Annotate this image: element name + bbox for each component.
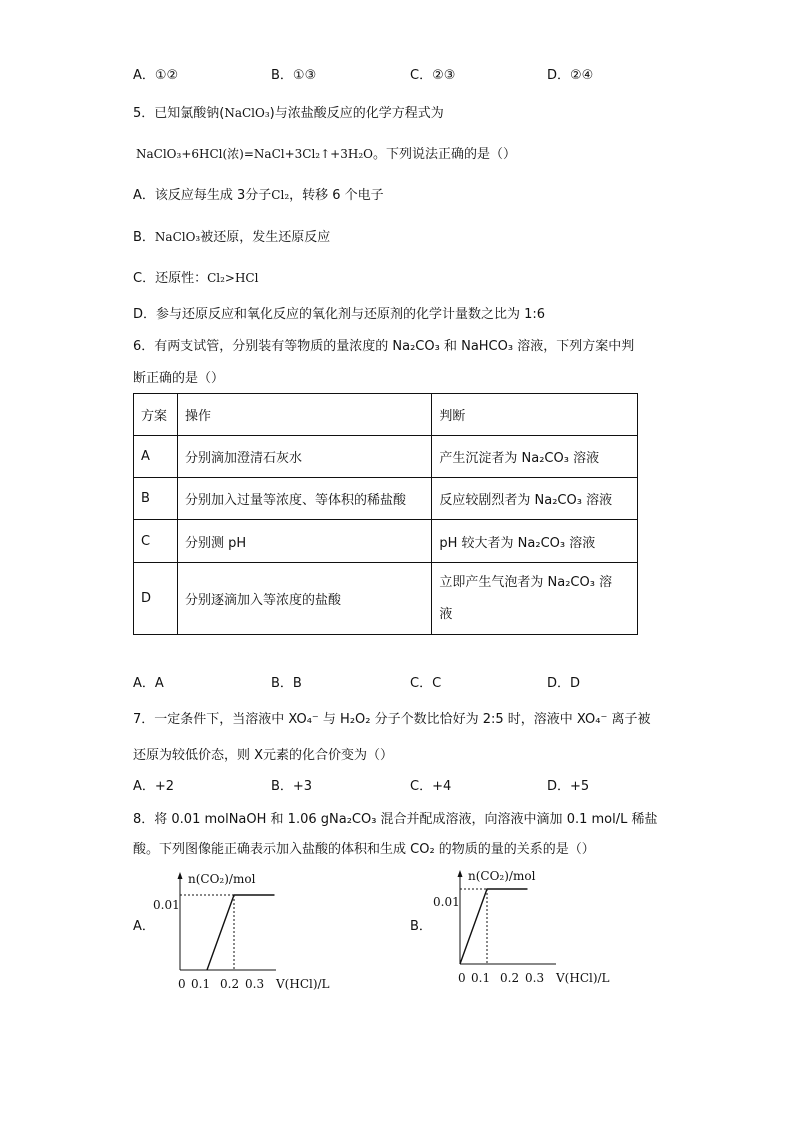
q4-option-b: B．①③ (271, 68, 317, 83)
x-tick-label-3: 0.3 (245, 977, 265, 991)
q6-option-d: D．D (547, 676, 581, 691)
q6-stem-line-1: 6．有两支试管，分别装有等物质的量浓度的 Na₂CO₃ 和 NaHCO₃ 溶液，下列方案中判 (133, 339, 635, 354)
y-tick-label: 0.01 (153, 898, 180, 912)
q8-option-b-label: B． (410, 919, 432, 934)
header-judgement: 判断 (432, 394, 638, 436)
q6-option-a: A．A (133, 676, 164, 691)
x-tick-label-1: 0.1 (191, 977, 211, 991)
cell-operation: 分别测 pH (177, 520, 431, 563)
q6-table (133, 393, 638, 635)
q7-stem-line-2: 还原为较低价态，则 X元素的化合价变为（） (133, 748, 394, 763)
q8-stem-line-1: 8．将 0.01 molNaOH 和 1.06 gNa₂CO₃ 混合并配成溶液，向溶液中滴加 0.1 mol/L 稀盐 (133, 812, 658, 827)
q5-stem: 5．已知氯酸钠(NaClO₃)与浓盐酸反应的化学方程式为 (133, 106, 444, 121)
cell-plan: D (134, 563, 178, 635)
series-line (207, 895, 275, 970)
cell-judgement: pH 较大者为 Na₂CO₃ 溶液 (432, 520, 638, 563)
q4-option-c: C．②③ (410, 68, 456, 83)
q6-stem-line-2: 断正确的是（） (133, 371, 225, 386)
x-axis-label: V(HCl)/L (276, 977, 330, 991)
y-axis-label: n(CO₂)/mol (468, 869, 536, 883)
y-tick-label: 0.01 (433, 895, 460, 909)
x-tick-label-2: 0.2 (220, 977, 240, 991)
y-axis-label: n(CO₂)/mol (188, 872, 256, 886)
cell-operation: 分别加入过量等浓度、等体积的稀盐酸 (177, 478, 431, 520)
cell-plan: A (134, 436, 178, 478)
cell-operation: 分别滴加澄清石灰水 (177, 436, 431, 478)
q7-option-c: C．+4 (410, 779, 452, 794)
header-operation: 操作 (177, 394, 431, 436)
x-tick-label-2: 0.2 (500, 971, 520, 985)
y-axis-arrow (178, 872, 183, 879)
cell-judgement (432, 563, 638, 635)
q8-graph-b (430, 866, 630, 991)
q5-equation: NaClO₃+6HCl(浓)=NaCl+3Cl₂↑+3H₂O。下列说法正确的是（） (136, 147, 516, 162)
q8-stem-line-2: 酸。下列图像能正确表示加入盐酸的体积和生成 CO₂ 的物质的量的关系的是（） (133, 842, 595, 857)
header-plan: 方案 (134, 394, 178, 436)
q8-graph-a (150, 866, 350, 991)
cell-plan: C (134, 520, 178, 563)
table-row (134, 436, 638, 478)
table-header-row (134, 394, 638, 436)
x-tick-label-1: 0.1 (471, 971, 491, 985)
q5-option-a: A．该反应每生成 3分子Cl₂，转移 6 个电子 (133, 188, 384, 203)
series-line (460, 889, 528, 964)
q5-option-d: D．参与还原反应和氧化反应的氧化剂与还原剂的化学计量数之比为 1:6 (133, 307, 546, 322)
q7-option-b: B．+3 (271, 779, 313, 794)
q5-option-c: C．还原性：Cl₂>HCl (133, 271, 259, 286)
q6-option-c: C．C (410, 676, 442, 691)
judgement-line-1: 立即产生气泡者为 Na₂CO₃ 溶 (439, 574, 613, 590)
q7-stem-line-1: 7．一定条件下，当溶液中 XO₄⁻ 与 H₂O₂ 分子个数比恰好为 2:5 时，溶液中 XO₄⁻ 离子被 (133, 712, 651, 727)
y-axis-arrow (458, 870, 463, 877)
q6-option-b: B．B (271, 676, 302, 691)
cell-operation: 分别逐滴加入等浓度的盐酸 (177, 563, 431, 635)
cell-plan: B (134, 478, 178, 520)
table-row (134, 563, 638, 635)
x-axis-label: V(HCl)/L (556, 971, 610, 985)
q4-option-a: A．①② (133, 68, 179, 83)
table-row (134, 520, 638, 563)
judgement-line-2: 液 (439, 606, 453, 622)
q7-option-d: D．+5 (547, 779, 590, 794)
cell-judgement: 产生沉淀者为 Na₂CO₃ 溶液 (432, 436, 638, 478)
x-tick-label-0: 0 (458, 971, 466, 985)
q8-option-a-label: A． (133, 919, 155, 934)
q5-option-b: B．NaClO₃被还原，发生还原反应 (133, 230, 331, 245)
x-tick-label-3: 0.3 (525, 971, 545, 985)
q4-option-d: D．②④ (547, 68, 594, 83)
cell-judgement: 反应较剧烈者为 Na₂CO₃ 溶液 (432, 478, 638, 520)
x-tick-label-0: 0 (178, 977, 186, 991)
table-row (134, 478, 638, 520)
q7-option-a: A．+2 (133, 779, 175, 794)
